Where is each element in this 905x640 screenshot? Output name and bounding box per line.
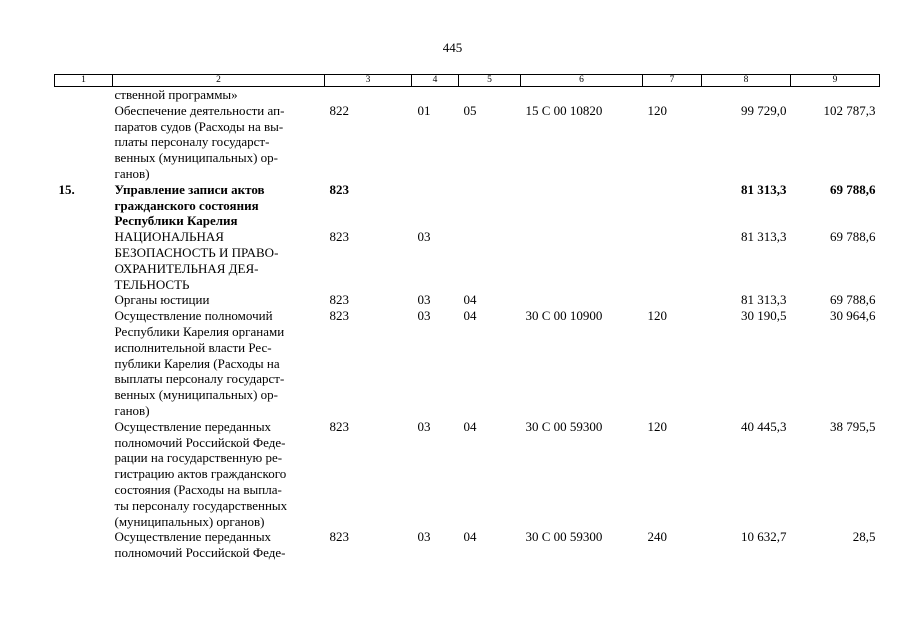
target-article: 30 С 00 59300 (525, 418, 603, 434)
row-number (55, 292, 113, 308)
header-cell: 3 (325, 75, 412, 87)
admin-code: 823 (329, 308, 349, 324)
column-number-header (55, 75, 880, 87)
row-name-line: состояния (Расходы на выпла- (114, 481, 282, 497)
table-row (55, 229, 880, 292)
target-article (521, 229, 643, 292)
target-article: 15 С 00 10820 (525, 102, 603, 118)
row-name-line: полномочий Российской Феде- (114, 434, 286, 450)
row-number (55, 103, 113, 182)
admin-code: 823 (329, 418, 349, 434)
row-name-line: Органы юстиции (114, 292, 210, 308)
row-name-line: Республики Карелия (114, 213, 238, 229)
row-name (113, 87, 325, 103)
subsection-code: 05 (463, 102, 477, 118)
budget-table (54, 74, 880, 561)
amount-col9: 38 795,5 (830, 418, 876, 434)
subsection-code (459, 182, 521, 229)
table-body (55, 87, 880, 561)
row-name-line: (муниципальных) органов) (114, 513, 265, 529)
row-number (55, 419, 113, 530)
page-number: 445 (442, 40, 463, 55)
target-article (521, 292, 643, 308)
table-row (55, 308, 880, 419)
row-name-line: Осуществление переданных (114, 418, 272, 434)
row-name-line: полномочий Российской Феде- (114, 545, 286, 561)
amount-col8 (702, 87, 791, 103)
section-code: 03 (417, 229, 431, 245)
row-name-line: ты персоналу государственных (114, 497, 288, 513)
expense-type (643, 229, 702, 292)
amount-col9: 102 787,3 (823, 102, 876, 118)
table-row (55, 292, 880, 308)
table-row (55, 419, 880, 530)
header-cell: 1 (55, 75, 113, 87)
admin-code: 823 (329, 181, 349, 197)
row-name-line: гистрацию актов гражданского (114, 466, 287, 482)
row-name (113, 308, 325, 419)
row-number (55, 87, 113, 103)
subsection-code: 04 (463, 418, 477, 434)
row-name (113, 292, 325, 308)
expense-type: 240 (647, 529, 667, 545)
row-name-line: выплаты персоналу государст- (114, 371, 285, 387)
amount-col9: 69 788,6 (830, 292, 876, 308)
row-name-line: ганов) (114, 165, 150, 181)
table-row (55, 87, 880, 103)
admin-code: 823 (329, 292, 349, 308)
row-name-line: паратов судов (Расходы на вы- (114, 118, 284, 134)
subsection-code (459, 87, 521, 103)
row-name (113, 419, 325, 530)
row-name (113, 182, 325, 229)
amount-col8: 99 729,0 (741, 102, 787, 118)
amount-col8: 30 190,5 (741, 308, 787, 324)
header-cell: 9 (791, 75, 880, 87)
expense-type (643, 182, 702, 229)
amount-col9: 69 788,6 (830, 229, 876, 245)
row-number (55, 529, 113, 561)
row-name-line: Управление записи актов (114, 181, 265, 197)
amount-col9: 30 964,6 (830, 308, 876, 324)
subsection-code: 04 (463, 529, 477, 545)
expense-type: 120 (647, 102, 667, 118)
header-cell: 7 (643, 75, 702, 87)
row-name-line: публики Карелия (Расходы на (114, 355, 280, 371)
subsection-code: 04 (463, 292, 477, 308)
target-article (521, 87, 643, 103)
section-code: 03 (417, 292, 431, 308)
amount-col8: 81 313,3 (741, 181, 787, 197)
row-name-line: БЕЗОПАСНОСТЬ И ПРАВО- (114, 244, 279, 260)
row-name-line: НАЦИОНАЛЬНАЯ (114, 229, 224, 245)
row-number (55, 308, 113, 419)
target-article (521, 182, 643, 229)
row-name-line: Осуществление полномочий (114, 308, 273, 324)
amount-col9 (791, 87, 880, 103)
subsection-code: 04 (463, 308, 477, 324)
row-name-line: Осуществление переданных (114, 529, 272, 545)
target-article: 30 С 00 10900 (525, 308, 603, 324)
amount-col8: 81 313,3 (741, 229, 787, 245)
row-name (113, 229, 325, 292)
admin-code: 823 (329, 229, 349, 245)
expense-type: 120 (647, 308, 667, 324)
header-cell: 6 (521, 75, 643, 87)
row-name-line: рации на государственную ре- (114, 450, 283, 466)
section-code: 03 (417, 418, 431, 434)
table-row (55, 103, 880, 182)
header-cell: 5 (459, 75, 521, 87)
admin-code (325, 87, 412, 103)
table-row (55, 182, 880, 229)
row-number: 15. (58, 181, 75, 197)
row-name-line: Обеспечение деятельности ап- (114, 102, 285, 118)
row-name (113, 529, 325, 561)
header-cell: 2 (113, 75, 325, 87)
header-cell: 4 (412, 75, 459, 87)
section-code (412, 87, 459, 103)
row-name (113, 103, 325, 182)
row-name-line: венных (муниципальных) ор- (114, 150, 278, 166)
amount-col9: 69 788,6 (830, 181, 876, 197)
section-code: 01 (417, 102, 431, 118)
row-name-line: гражданского состояния (114, 197, 259, 213)
amount-col9: 28,5 (852, 529, 876, 545)
row-name-line: платы персоналу государст- (114, 134, 270, 150)
section-code (412, 182, 459, 229)
section-code: 03 (417, 308, 431, 324)
amount-col8: 40 445,3 (741, 418, 787, 434)
header-cell: 8 (702, 75, 791, 87)
subsection-code (459, 229, 521, 292)
expense-type: 120 (647, 418, 667, 434)
expense-type (643, 87, 702, 103)
section-code: 03 (417, 529, 431, 545)
table-row (55, 529, 880, 561)
row-name-line: Республики Карелия органами (114, 323, 285, 339)
target-article: 30 С 00 59300 (525, 529, 603, 545)
amount-col8: 10 632,7 (741, 529, 787, 545)
row-number (55, 229, 113, 292)
admin-code: 822 (329, 102, 349, 118)
amount-col8: 81 313,3 (741, 292, 787, 308)
row-name-line: ственной программы» (114, 87, 238, 102)
row-name-line: венных (муниципальных) ор- (114, 387, 278, 403)
row-name-line: исполнительной власти Рес- (114, 339, 272, 355)
row-name-line: ганов) (114, 402, 150, 418)
row-name-line: ТЕЛЬНОСТЬ (114, 276, 190, 292)
expense-type (643, 292, 702, 308)
admin-code: 823 (329, 529, 349, 545)
row-name-line: ОХРАНИТЕЛЬНАЯ ДЕЯ- (114, 260, 259, 276)
